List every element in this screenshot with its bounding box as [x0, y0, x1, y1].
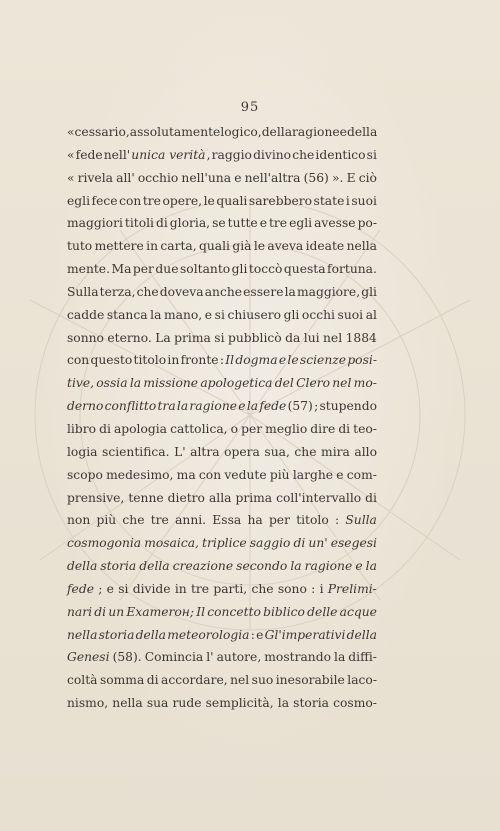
- word: meglio: [265, 421, 308, 436]
- word: un': [308, 536, 328, 551]
- word: Sulla: [67, 284, 99, 299]
- word: nell'una: [181, 170, 232, 185]
- word: della: [67, 559, 98, 574]
- word: tive,: [67, 376, 95, 391]
- word: la: [290, 559, 302, 574]
- word: dietro: [167, 490, 205, 505]
- word: Il: [225, 353, 235, 368]
- text-line: [67, 555, 377, 578]
- word: ragione: [189, 399, 238, 414]
- word: occhio: [137, 170, 179, 185]
- word: meteorologia: [167, 627, 250, 642]
- word: si: [366, 147, 377, 162]
- word: com-: [346, 467, 377, 482]
- word: secondo: [236, 559, 288, 574]
- word: Examerон;: [126, 604, 195, 619]
- word: Comincia: [144, 650, 204, 665]
- word: biblico: [263, 604, 305, 619]
- word: eterno.: [107, 330, 152, 345]
- word: egli: [67, 193, 91, 208]
- word: cattolica,: [170, 421, 228, 436]
- word: si: [214, 307, 225, 322]
- word: gli: [361, 284, 377, 299]
- word: gli: [231, 262, 248, 277]
- word: anni.: [175, 513, 207, 528]
- text-line: [67, 646, 377, 669]
- word: mettere: [94, 239, 144, 254]
- word: per: [132, 262, 154, 277]
- word: apologia: [113, 421, 168, 436]
- text-line: [67, 532, 377, 555]
- word: la: [129, 376, 142, 391]
- word: titolo: [296, 513, 329, 528]
- word: :: [311, 581, 316, 596]
- word: somma: [99, 673, 145, 688]
- word: titolo: [133, 353, 167, 368]
- text-line: [67, 281, 377, 304]
- word: in: [167, 353, 180, 368]
- word: in: [174, 581, 187, 596]
- word: che: [251, 581, 274, 596]
- word: dire: [310, 421, 336, 436]
- word: di: [146, 673, 159, 688]
- word: cosmogonia: [67, 536, 142, 551]
- word: della: [135, 627, 166, 642]
- word: ma: [176, 467, 196, 482]
- word: i: [319, 581, 324, 596]
- word: conflitto: [104, 399, 157, 414]
- word: e: [106, 581, 114, 596]
- word: stanca: [106, 307, 148, 322]
- word: mira: [321, 444, 350, 459]
- word: medesimo,: [106, 467, 174, 482]
- word: questo: [90, 353, 133, 368]
- word: titoli: [124, 216, 154, 231]
- word: della: [139, 559, 170, 574]
- word: creazione: [172, 559, 234, 574]
- word: del: [274, 376, 294, 391]
- word: assolutamente: [129, 125, 221, 139]
- word: coll'intervallo: [276, 490, 362, 505]
- word: e: [256, 627, 264, 642]
- word: maggiori: [67, 216, 123, 231]
- word: all': [116, 170, 135, 185]
- word: la: [365, 559, 377, 574]
- word: mo-: [353, 376, 377, 391]
- word: logia: [67, 444, 98, 459]
- word: opera: [224, 444, 260, 459]
- word: cessario,: [74, 125, 130, 139]
- word: missione: [143, 376, 199, 391]
- word: suo: [251, 673, 274, 688]
- word: delle: [307, 604, 338, 619]
- text-line: [67, 258, 377, 281]
- word: Ma: [111, 262, 132, 277]
- word: e: [238, 399, 246, 414]
- word: unica verità: [131, 147, 206, 162]
- word: già: [232, 239, 252, 254]
- word: (58).: [112, 650, 142, 665]
- word: ragione: [304, 559, 353, 574]
- word: L': [174, 444, 186, 459]
- word: e: [355, 559, 363, 574]
- word: si: [214, 330, 225, 345]
- word: essere: [243, 284, 284, 299]
- word: nell': [103, 147, 131, 162]
- word: della: [261, 125, 293, 139]
- word: storia: [98, 627, 135, 642]
- word: la: [150, 307, 162, 322]
- word: e: [234, 170, 242, 185]
- word: ».: [332, 170, 344, 185]
- word: e: [259, 216, 267, 231]
- word: opere,: [162, 193, 203, 208]
- word: suoi: [337, 307, 364, 322]
- word: vedute: [224, 467, 267, 482]
- word: alla: [208, 490, 232, 505]
- word: nel: [323, 330, 343, 345]
- word: nari: [67, 604, 93, 619]
- text-line: [67, 349, 377, 372]
- word: po-: [357, 216, 377, 231]
- word: tuto: [67, 239, 93, 254]
- word: 1884: [345, 330, 377, 345]
- word: prensive,: [67, 490, 125, 505]
- text-line: [67, 167, 377, 190]
- word: e: [204, 307, 213, 322]
- word: semplicità,: [205, 696, 274, 711]
- word: pubblicò: [227, 330, 282, 345]
- word: la: [334, 650, 346, 665]
- text-line: [67, 441, 377, 464]
- word: autore,: [216, 650, 262, 665]
- word: le: [253, 239, 266, 254]
- word: apologetica: [200, 376, 273, 391]
- word: fede: [67, 581, 94, 596]
- word: Gl'imperativi: [264, 627, 346, 642]
- word: storia: [100, 559, 137, 574]
- word: Genesi: [67, 650, 110, 665]
- word: stupendo: [319, 399, 377, 414]
- body-text: [67, 121, 377, 715]
- word: due: [155, 262, 179, 277]
- word: tra: [157, 399, 176, 414]
- word: della: [346, 125, 378, 139]
- word: esegesi: [330, 536, 377, 551]
- word: che: [136, 284, 159, 299]
- word: ;: [314, 399, 319, 414]
- word: prima: [174, 330, 211, 345]
- word: con: [67, 353, 90, 368]
- word: accordare,: [161, 673, 228, 688]
- word: divide: [132, 581, 171, 596]
- word: si: [118, 581, 129, 596]
- word: e: [339, 125, 347, 139]
- word: ha: [247, 513, 263, 528]
- word: «: [67, 170, 75, 185]
- word: nell'altra: [244, 170, 301, 185]
- word: la: [284, 284, 296, 299]
- word: inesorabile: [275, 673, 345, 688]
- word: maggiore,: [296, 284, 361, 299]
- word: posi-: [347, 353, 377, 368]
- page-number: 95: [240, 100, 260, 115]
- word: sua: [146, 696, 169, 711]
- word: storia: [293, 696, 329, 711]
- word: cosmo-: [333, 696, 377, 711]
- word: tre: [190, 581, 210, 596]
- word: aveva: [267, 239, 304, 254]
- word: mano,: [163, 307, 203, 322]
- text-line: [67, 464, 377, 487]
- word: tre: [150, 513, 169, 528]
- word: i: [345, 193, 350, 208]
- word: scienze: [299, 353, 347, 368]
- word: quali: [216, 193, 248, 208]
- word: dogma: [235, 353, 278, 368]
- word: «: [67, 147, 75, 162]
- word: allo: [354, 444, 377, 459]
- word: mosaica,: [144, 536, 199, 551]
- text-line: [67, 212, 377, 235]
- word: scientifica.: [102, 444, 170, 459]
- word: rivela: [77, 170, 113, 185]
- text-line: [67, 144, 377, 167]
- word: della: [346, 627, 377, 642]
- text-line: [67, 601, 377, 624]
- word: suoi: [351, 193, 377, 208]
- word: nella: [67, 627, 98, 642]
- word: gli: [283, 307, 300, 322]
- word: state: [313, 193, 345, 208]
- word: ideate: [305, 239, 345, 254]
- word: più: [96, 513, 117, 528]
- word: ;: [98, 581, 103, 596]
- word: Sulla: [345, 513, 377, 528]
- word: quali: [199, 239, 230, 254]
- text-line: [67, 692, 377, 715]
- word: per: [268, 513, 290, 528]
- word: le: [203, 193, 215, 208]
- text-line: [67, 395, 377, 418]
- word: triplice: [202, 536, 247, 551]
- text-line: [67, 418, 377, 441]
- word: terza,: [99, 284, 136, 299]
- word: la: [277, 696, 290, 711]
- word: fronte: [180, 353, 219, 368]
- word: da: [285, 330, 301, 345]
- word: Prelimi-: [327, 581, 377, 596]
- word: toccò: [248, 262, 283, 277]
- word: occhi: [301, 307, 335, 322]
- word: più: [269, 467, 290, 482]
- word: fede: [75, 147, 103, 162]
- word: rude: [172, 696, 202, 711]
- word: raggio: [211, 147, 252, 162]
- word: di: [365, 490, 377, 505]
- word: altra: [190, 444, 220, 459]
- word: con: [198, 467, 222, 482]
- word: E: [346, 170, 356, 185]
- word: che: [292, 147, 315, 162]
- word: tutte: [227, 216, 258, 231]
- word: avesse: [314, 216, 356, 231]
- word: (57): [287, 399, 313, 414]
- word: logico,: [220, 125, 262, 139]
- word: Clero: [296, 376, 331, 391]
- word: libro: [67, 421, 97, 436]
- word: ragione: [292, 125, 340, 139]
- word: :: [250, 627, 255, 642]
- word: di: [99, 421, 111, 436]
- word: La: [155, 330, 171, 345]
- word: teo-: [353, 421, 377, 436]
- word: in: [146, 239, 159, 254]
- word: sarebbero: [248, 193, 313, 208]
- word: fede: [259, 399, 287, 414]
- word: prima: [235, 490, 273, 505]
- word: mente.: [67, 262, 110, 277]
- word: egli: [289, 216, 313, 231]
- word: nel: [332, 376, 352, 391]
- word: con: [119, 193, 142, 208]
- word: tre: [268, 216, 288, 231]
- word: sonno: [67, 330, 104, 345]
- word: di: [155, 216, 168, 231]
- word: fece: [91, 193, 118, 208]
- word: diffi-: [348, 650, 377, 665]
- word: «: [67, 125, 75, 139]
- text-line: [67, 509, 377, 532]
- word: un: [108, 604, 125, 619]
- word: saggio: [249, 536, 291, 551]
- word: sono: [277, 581, 307, 596]
- word: tre: [142, 193, 161, 208]
- word: che: [122, 513, 145, 528]
- text-line: [67, 190, 377, 213]
- word: nella: [346, 239, 377, 254]
- word: di: [293, 536, 306, 551]
- word: identico: [315, 147, 366, 162]
- text-line: [67, 624, 377, 647]
- word: larghe: [292, 467, 334, 482]
- word: fortuna.: [327, 262, 377, 277]
- word: mostrando: [264, 650, 331, 665]
- word: (56): [303, 170, 329, 185]
- text-line: [67, 121, 377, 144]
- word: :: [219, 353, 224, 368]
- text-line: [67, 669, 377, 692]
- word: laco-: [347, 673, 377, 688]
- word: derno: [67, 399, 104, 414]
- word: Il: [196, 604, 206, 619]
- word: carta,: [160, 239, 197, 254]
- word: :: [334, 513, 340, 528]
- word: cadde: [67, 307, 105, 322]
- text-line: [67, 578, 377, 601]
- word: nella: [112, 696, 143, 711]
- word: ciò: [358, 170, 377, 185]
- text-line: [67, 487, 377, 510]
- word: di: [94, 604, 107, 619]
- word: o: [230, 421, 239, 436]
- word: parti,: [213, 581, 248, 596]
- word: doveva: [159, 284, 204, 299]
- word: coltà: [67, 673, 98, 688]
- word: chiusero: [227, 307, 282, 322]
- word: e: [336, 467, 344, 482]
- word: soltanto: [179, 262, 231, 277]
- word: lui: [303, 330, 320, 345]
- word: Essa: [212, 513, 242, 528]
- text-line: [67, 235, 377, 258]
- text-line: [67, 372, 377, 395]
- word: nismo,: [67, 696, 109, 711]
- text-line: [67, 304, 377, 327]
- word: ossia: [96, 376, 128, 391]
- word: ,: [206, 147, 211, 162]
- word: di: [338, 421, 351, 436]
- word: se: [212, 216, 226, 231]
- word: divino: [253, 147, 292, 162]
- word: acque: [339, 604, 377, 619]
- word: per: [241, 421, 263, 436]
- word: anche: [204, 284, 243, 299]
- word: tenne: [128, 490, 164, 505]
- text-line: [67, 327, 377, 350]
- word: non: [67, 513, 91, 528]
- word: questa: [283, 262, 326, 277]
- word: concetto: [207, 604, 261, 619]
- word: e: [278, 353, 287, 368]
- word: l': [206, 650, 214, 665]
- word: la: [176, 399, 189, 414]
- word: le: [287, 353, 299, 368]
- word: nel: [230, 673, 250, 688]
- word: che: [294, 444, 317, 459]
- word: scopo: [67, 467, 103, 482]
- word: sua,: [264, 444, 290, 459]
- word: la: [246, 399, 259, 414]
- word: al: [365, 307, 377, 322]
- word: gloria,: [169, 216, 211, 231]
